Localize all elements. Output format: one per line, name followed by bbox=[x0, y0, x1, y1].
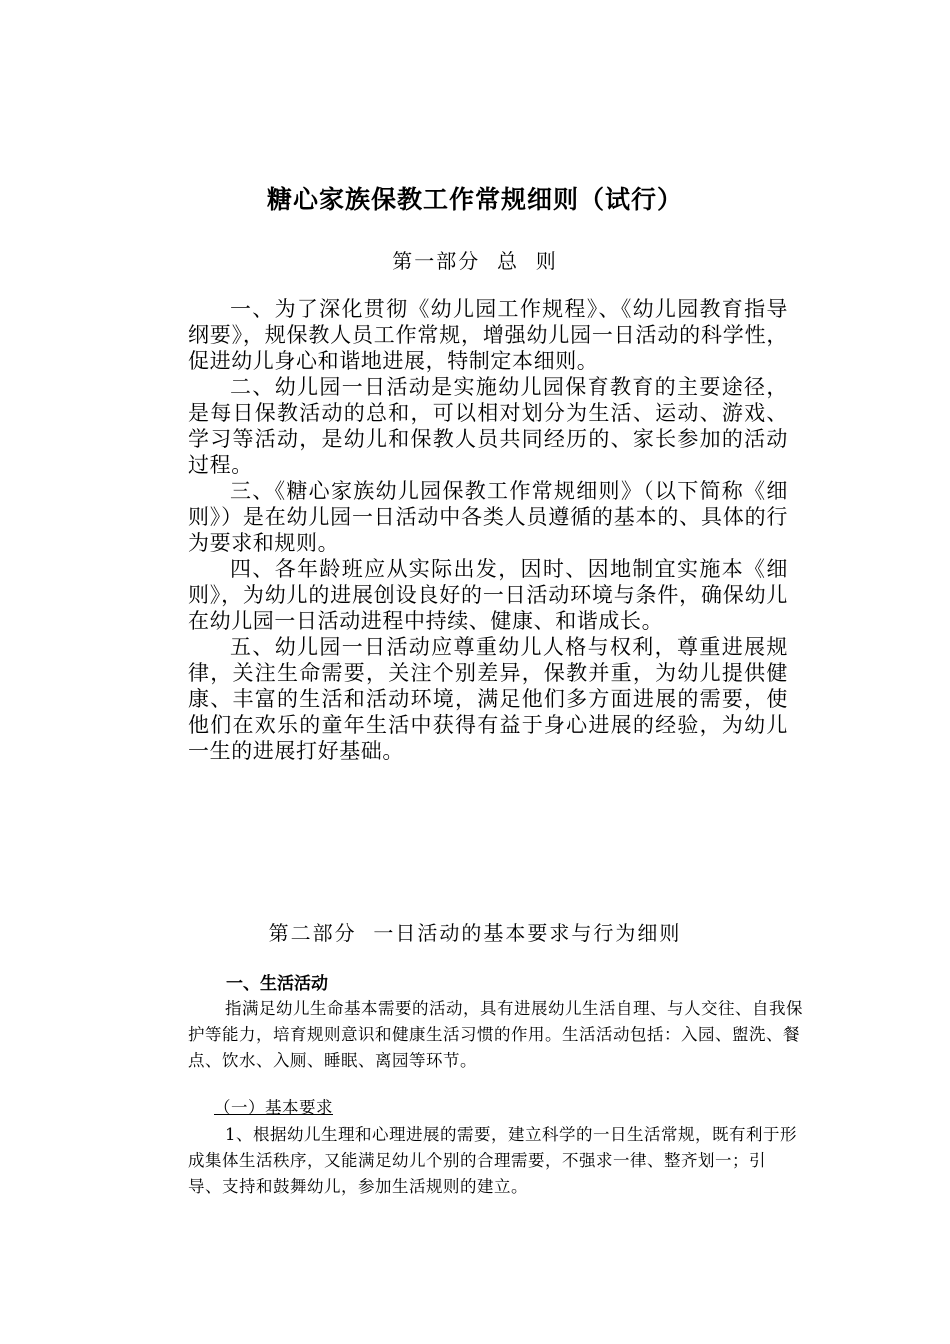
requirement-1: 1、根据幼儿生理和心理进展的需要，建立科学的一日生活常规，既有利于形成集体生活秩序，又能满足幼儿个别的合理需要，不强求一律、整齐划一；引导、支持和鼓舞幼儿，参加生活规则的建立。 bbox=[188, 1125, 797, 1196]
part1-paragraph-4: 四、各年龄班应从实际出发，因时、因地制宜实施本《细则》，为幼儿的进展创设良好的一日活动环境与条件，确保幼儿在幼儿园一日活动进程中持续、健康、和谐成长。 bbox=[188, 557, 788, 633]
part2-heading: 第二部分 一日活动的基本要求与行为细则 bbox=[268, 921, 682, 945]
document-title: 糖心家族保教工作常规细则（试行） bbox=[266, 185, 683, 214]
section-intro: 指满足幼儿生命基本需要的活动，具有进展幼儿生活自理、与人交往、自我保护等能力，培育规则意识和健康生活习惯的作用。生活活动包括：入园、盥洗、餐点、饮水、入厕、睡眠、离园等环节。 bbox=[188, 999, 803, 1070]
part1-paragraph-3: 三、《糖心家族幼儿园保教工作常规细则》（以下简称《细则》）是在幼儿园一日活动中各类人员遵循的基本的、具体的行为要求和规则。 bbox=[188, 479, 788, 555]
part1-body bbox=[188, 296, 788, 764]
part1-heading: 第一部分 总 则 bbox=[392, 249, 558, 273]
part1-paragraph-2: 二、幼儿园一日活动是实施幼儿园保育教育的主要途径，是每日保教活动的总和，可以相对划分为生活、运动、游戏、学习等活动，是幼儿和保教人员共同经历的、家长参加的活动过程。 bbox=[188, 375, 788, 477]
section-heading-life-activities: 一、生活活动 bbox=[226, 974, 328, 994]
part1-paragraph-5: 五、幼儿园一日活动应尊重幼儿人格与权利，尊重进展规律，关注生命需要，关注个别差异，保教并重，为幼儿提供健康、丰富的生活和活动环境，满足他们多方面进展的需要，使他们在欢乐的童年生活中获得有益于身心进展的经验，为幼儿一生的进展打好基础。 bbox=[188, 635, 788, 763]
part1-paragraph-1: 一、为了深化贯彻《幼儿园工作规程》、《幼儿园教育指导纲要》，规保教人员工作常规，增强幼儿园一日活动的科学性，促进幼儿身心和谐地进展，特制定本细则。 bbox=[188, 297, 788, 373]
basic-requirements-heading: （一）基本要求 bbox=[214, 1098, 333, 1117]
